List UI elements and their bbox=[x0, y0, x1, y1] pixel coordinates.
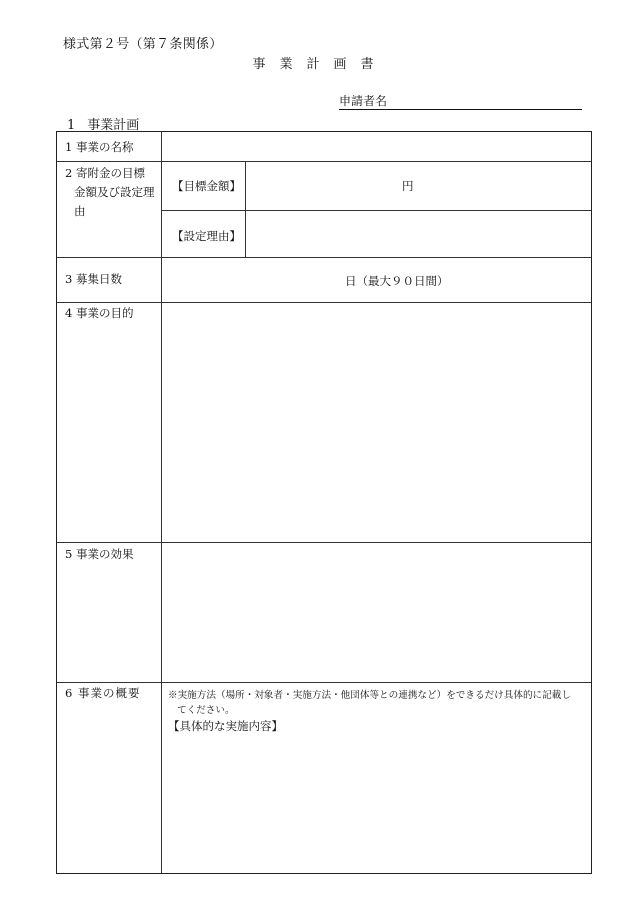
row-label-days: 3 募集日数 bbox=[65, 272, 122, 286]
purpose-input[interactable] bbox=[163, 303, 590, 541]
section-title: 事業計画 bbox=[87, 118, 140, 133]
overview-input[interactable] bbox=[163, 736, 590, 871]
donation-label-line3: 由 bbox=[74, 204, 86, 218]
days-value: 日（最大９０日間） bbox=[345, 274, 449, 288]
overview-note-line1: ※実施方法（場所・対象者・実施方法・他団体等との連携など）をできるだけ具体的に記載し bbox=[168, 690, 571, 701]
row-label-purpose: 4 事業の目的 bbox=[65, 306, 134, 320]
row-label-donation bbox=[65, 164, 159, 221]
yen-unit: 円 bbox=[402, 179, 414, 193]
donation-label-line1: 2 寄附金の目標 bbox=[65, 166, 145, 180]
overview-detail-label: 【具体的な実施内容】 bbox=[168, 719, 283, 733]
applicant-label: 申請者名 bbox=[339, 94, 388, 108]
plan-table bbox=[56, 131, 592, 874]
row-label-overview: 6 事業の概要 bbox=[65, 686, 141, 700]
target-amount-label: 【目標金額】 bbox=[172, 179, 241, 193]
effect-input[interactable] bbox=[163, 543, 590, 681]
row-label-effect: 5 事業の効果 bbox=[65, 547, 134, 561]
reason-input[interactable] bbox=[247, 211, 590, 256]
project-name-input[interactable] bbox=[163, 133, 590, 160]
donation-sublabel-divider bbox=[245, 161, 246, 257]
form-number: 様式第２号（第７条関係） bbox=[63, 37, 223, 52]
applicant-name-field[interactable] bbox=[339, 94, 582, 110]
target-amount-input[interactable] bbox=[247, 162, 590, 209]
overview-note-line2: てください。 bbox=[177, 705, 235, 716]
label-column-divider bbox=[161, 132, 162, 873]
row-label-project-name: 1 事業の名称 bbox=[65, 140, 134, 154]
reason-label: 【設定理由】 bbox=[172, 229, 241, 243]
document-title: 事業計画書 bbox=[252, 57, 388, 72]
section-number: 1 bbox=[67, 118, 76, 133]
row-divider bbox=[57, 682, 591, 683]
donation-label-line2: 金額及び設定理 bbox=[74, 185, 155, 199]
